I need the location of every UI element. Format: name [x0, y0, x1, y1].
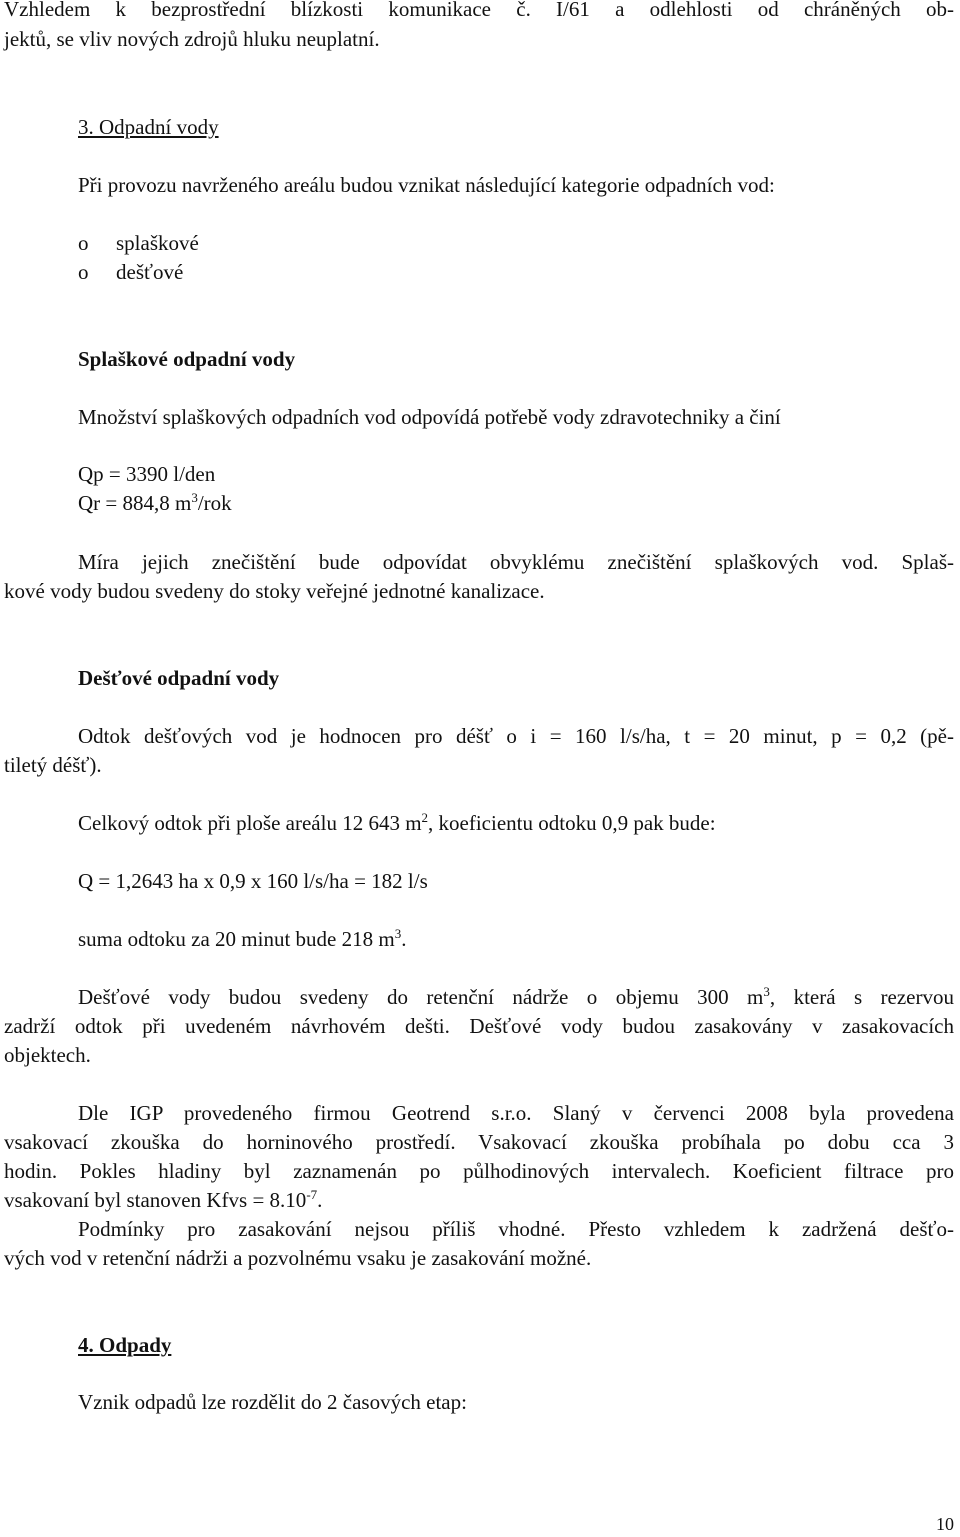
bullet-item-splaskove: o splaškové	[78, 228, 199, 258]
rain-igp-line-1: Dle IGP provedeného firmou Geotrend s.r.o. Slaný v červenci 2008 byla provedena	[78, 1101, 954, 1125]
bullet-item-destove: o dešťové	[78, 257, 183, 287]
rain-igp-line-3: hodin. Pokles hladiny byl zaznamenán po půlhodinových intervalech. Koeficient filtrace pro	[4, 1159, 954, 1183]
rain-retention-line-3: objektech.	[4, 1043, 91, 1067]
rain-conditions-line-2: vých vod v retenční nádrži a pozvolnému vsaku je zasakování možné.	[4, 1246, 592, 1270]
sewage-para-line-2: kové vody budou svedeny do stoky veřejné jednotné kanalizace.	[4, 579, 545, 603]
rain-sum: suma odtoku za 20 minut bude 218 $m^3$.	[78, 926, 407, 951]
rain-igp-line-2: vsakovací zkouška do horninového prostředí. Vsakovací zkouška probíhala po dobu cca 3	[4, 1130, 954, 1154]
rain-retention-line-2: zadrží odtok při uvedeném návrhovém dešti. Dešťové vody budou zasakovány v zasakovacích	[4, 1014, 954, 1038]
sewage-qp: Qp = 3390 l/den	[78, 462, 216, 486]
sewage-heading: Splaškové odpadní vody	[78, 347, 296, 371]
page-number: 10	[936, 1514, 954, 1534]
intro-line-1: Vzhledem k bezprostřední blízkosti komunikace č. I/61 a odlehlosti od chráněných ob-	[4, 0, 954, 21]
rain-conditions-line-1: Podmínky pro zasakování nejsou příliš vhodné. Přesto vzhledem k zadržená dešťo-	[78, 1217, 954, 1241]
rain-formula: Q = 1,2643 ha x 0,9 x 160 l/s/ha = 182 l/s	[78, 869, 428, 893]
section-3-lead: Při provozu navrženého areálu budou vznikat následující kategorie odpadních vod:	[78, 173, 775, 197]
rain-runoff-line-2: tiletý déšť).	[4, 753, 102, 777]
sewage-text: Množství splaškových odpadních vod odpovídá potřebě vody zdravotechniky a činí	[78, 405, 781, 429]
bullet-marker: o	[78, 260, 89, 284]
section-4-heading: 4. Odpady	[78, 1333, 172, 1357]
rain-retention-line-1: Dešťové vody budou svedeny do retenční nádrže o objemu 300 $m^3$, která s rezervou	[78, 984, 954, 1009]
rain-total-runoff: Celkový odtok při ploše areálu 12 643 $m^2$, koeficientu odtoku 0,9 pak bude:	[78, 810, 716, 835]
bullet-marker: o	[78, 231, 89, 255]
sewage-qr: Qr = 884,8 $m^3$/rok	[78, 490, 232, 515]
sewage-para-line-1: Míra jejich znečištění bude odpovídat obvyklému znečištění splaškových vod. Splaš-	[78, 550, 954, 574]
section-3-heading: 3. Odpadní vody	[78, 115, 219, 139]
rain-heading: Dešťové odpadní vody	[78, 666, 280, 690]
section-4-lead: Vznik odpadů lze rozdělit do 2 časových etap:	[78, 1390, 467, 1414]
rain-runoff-line-1: Odtok dešťových vod je hodnocen pro déšť o i = 160 l/s/ha, t = 20 minut, p = 0,2 (pě-	[78, 724, 954, 748]
rain-igp-line-4: vsakovaní byl stanoven Kfvs = $8.10^{-7}$.	[4, 1187, 323, 1212]
intro-line-2: jektů, se vliv nových zdrojů hluku neuplatní.	[4, 27, 380, 51]
